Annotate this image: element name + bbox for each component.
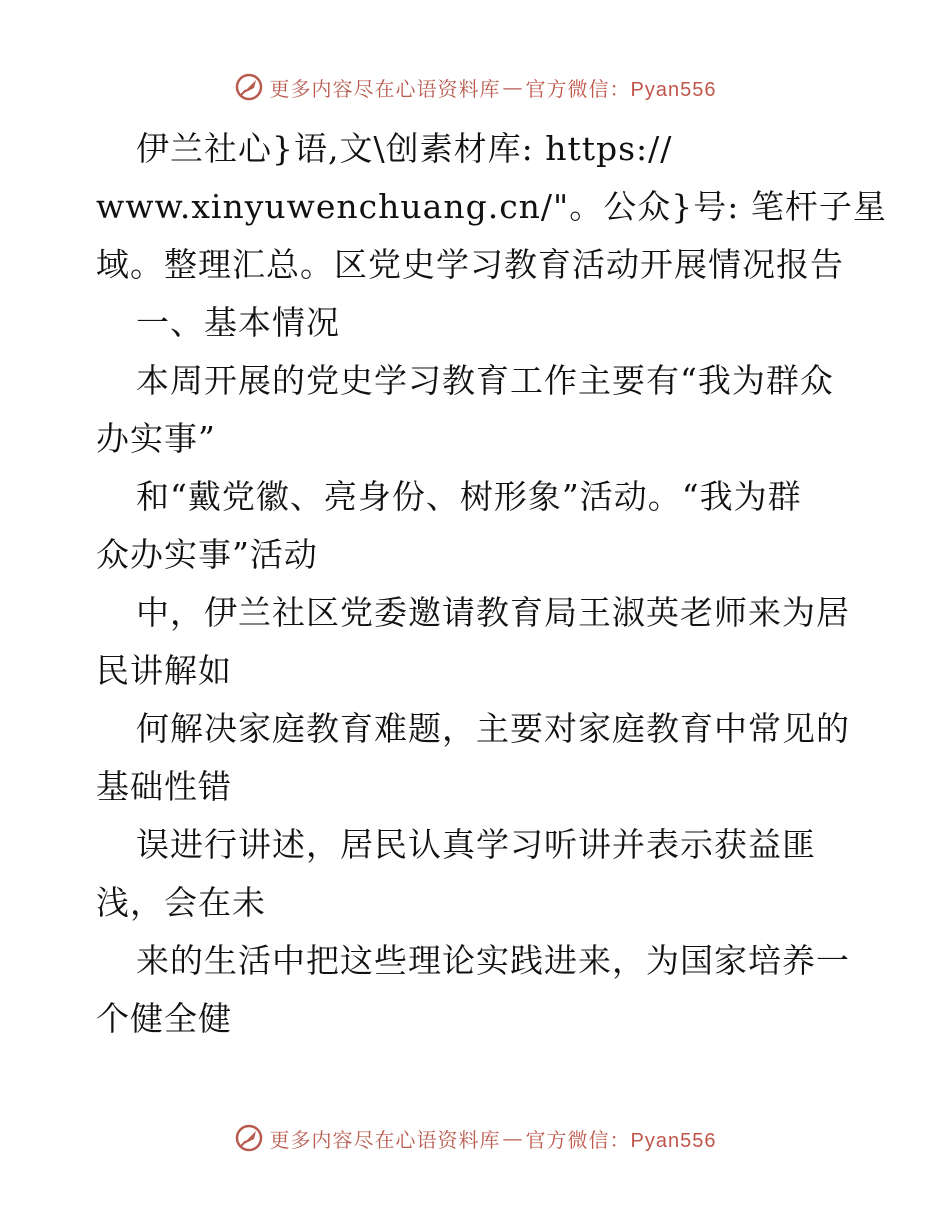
header-brand-text: 更多内容尽在心语资料库 bbox=[269, 76, 501, 101]
footer-wechat-text: 官方微信：Pyan556 bbox=[525, 1129, 717, 1152]
body-line: 民讲解如 bbox=[96, 651, 232, 690]
body-line: 域。整理汇总。区党史学习教育活动开展情况报告 bbox=[96, 245, 844, 284]
body-line: 办实事” bbox=[96, 419, 216, 458]
header-wechat-text: 官方微信：Pyan556 bbox=[525, 78, 717, 101]
page-header bbox=[0, 72, 950, 102]
body-line: 来的生活中把这些理论实践进来，为国家培养一 bbox=[136, 941, 850, 980]
section-heading: 一、基本情况 bbox=[136, 303, 340, 342]
quill-seal-icon bbox=[234, 72, 264, 102]
body-line: 浅，会在未 bbox=[96, 883, 266, 922]
body-line: 本周开展的党史学习教育工作主要有“我为群众 bbox=[136, 361, 834, 400]
footer-brand-text: 更多内容尽在心语资料库 bbox=[269, 1127, 501, 1152]
body-line: 和“戴党徽、亮身份、树形象”活动。“我为群 bbox=[136, 477, 802, 516]
body-line: 伊兰社心}语,文\创素材库: https:// bbox=[136, 129, 673, 168]
footer-separator: — bbox=[502, 1126, 524, 1150]
page-footer bbox=[0, 1123, 950, 1153]
document-body bbox=[96, 120, 887, 1048]
body-line: 个健全健 bbox=[96, 999, 232, 1038]
body-line: 众办实事”活动 bbox=[96, 535, 318, 574]
body-line: 基础性错 bbox=[96, 767, 232, 806]
header-separator: — bbox=[502, 75, 524, 99]
body-line: 中，伊兰社区党委邀请教育局王淑英老师来为居 bbox=[136, 593, 850, 632]
body-line: 误进行讲述，居民认真学习听讲并表示获益匪 bbox=[136, 825, 816, 864]
body-line: www.xinyuwenchuang.cn/"。公众}号: 笔杆子星 bbox=[96, 187, 887, 226]
quill-seal-icon bbox=[234, 1123, 264, 1153]
body-line: 何解决家庭教育难题，主要对家庭教育中常见的 bbox=[136, 709, 850, 748]
